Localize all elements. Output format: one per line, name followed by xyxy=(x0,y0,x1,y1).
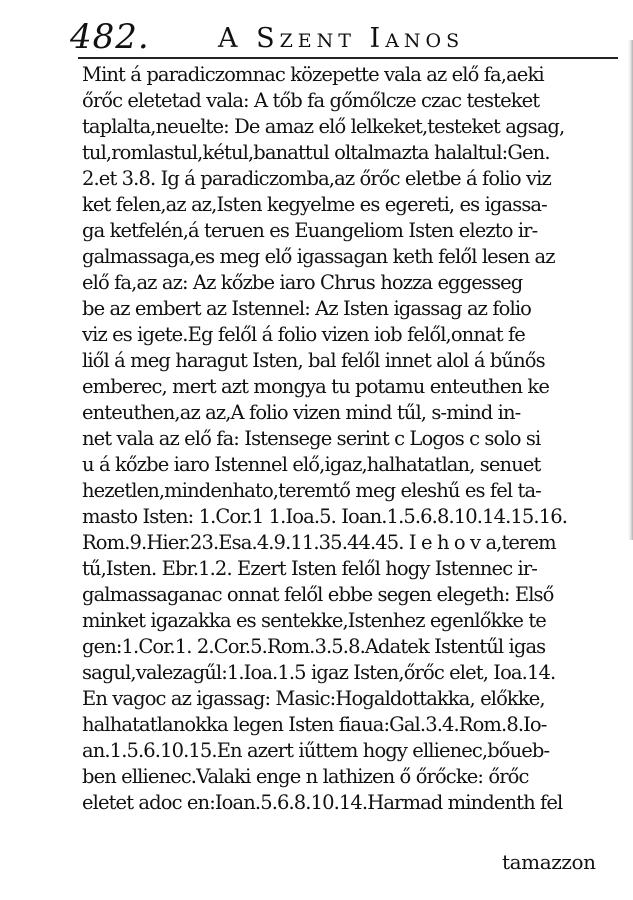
text-line: minket igazakka es sentekke,Istenhez egenlőkke te xyxy=(82,609,546,632)
text-line: Rom.9.Hier.23.Esa.4.9.11.35.44.45. I e h o v a,terem xyxy=(82,531,556,554)
text-line: viz es igete.Eg felől á folio vizen iob felől,onnat fe xyxy=(82,323,525,346)
text-line: tul,romlastul,kétul,banattul oltalmazta halaltul:Gen. xyxy=(82,141,550,164)
text-line: Mint á paradiczomnac közepette vala az elő fa,aeki xyxy=(82,63,544,86)
text-line: En vagoc az igassag: Masic:Hogaldottakka, előkke, xyxy=(82,687,545,710)
text-line: taplalta,neuelte: De amaz elő lelkeket,testeket agsag, xyxy=(82,115,565,138)
text-line: gen:1.Cor.1. 2.Cor.5.Rom.3.5.8.Adatek Istentűl igas xyxy=(82,635,546,658)
text-line: u á kőzbe iaro Istennel elő,igaz,halhatatlan, senuet xyxy=(82,453,541,476)
text-line: enteuthen,az az,A folio vizen mind tűl, s-mind in- xyxy=(82,401,521,424)
page-number: 482. xyxy=(70,17,150,57)
text-line: net vala az elő fa: Istensege serint c Logos c solo si xyxy=(82,427,541,450)
text-line: liől á meg haragut Isten, bal felől innet alol á bűnős xyxy=(82,349,545,372)
text-line: őrőc eletetad vala: A tőb fa gőmőlcze czac testeket xyxy=(82,89,540,112)
body-text xyxy=(82,62,627,816)
header-rule xyxy=(78,57,618,59)
text-line: ket felen,az az,Isten kegyelme es egereti, es igassa- xyxy=(82,193,547,216)
text-line: be az embert az Istennel: Az Isten igassag az folio xyxy=(82,297,532,320)
text-line: eletet adoc en:Ioan.5.6.8.10.14.Harmad mindenth fel xyxy=(82,791,563,814)
text-line: halhatatlanokka legen Isten fiaua:Gal.3.4.Rom.8.Io- xyxy=(82,713,547,736)
text-line: ben ellienec.Valaki enge n lathizen ő őrőcke: őrőc xyxy=(82,765,529,788)
text-line: elő fa,az az: Az kőzbe iaro Chrus hozza eggesseg xyxy=(82,271,523,294)
text-line: 2.et 3.8. Ig á paradiczomba,az őrőc eletbe á folio viz xyxy=(82,167,551,190)
text-line: sagul,valezagűl:1.Ioa.1.5 igaz Isten,őrőc elet, Ioa.14. xyxy=(82,661,556,684)
text-line: emberec, mert azt mongya tu potamu enteuthen ke xyxy=(82,375,549,398)
text-line: ga ketfelén,á teruen es Euangeliom Isten elezto ir- xyxy=(82,219,538,242)
text-line: galmassaga,es meg elő igassagan keth felől lesen az xyxy=(82,245,555,268)
text-line: tű,Isten. Ebr.1.2. Ezert Isten felől hogy Istennec ir- xyxy=(82,557,537,580)
text-line: galmassaganac onnat felől ebbe segen elegeth: Első xyxy=(82,583,554,606)
text-line: an.1.5.6.10.15.En azert iűttem hogy ellienec,bőueb- xyxy=(82,739,550,762)
running-head: A Szent Ianos xyxy=(218,23,465,54)
catchword: tamazzon xyxy=(502,850,596,874)
text-line: masto Isten: 1.Cor.1 1.Ioa.5. Ioan.1.5.6.8.10.14.15.16. xyxy=(82,505,568,528)
text-line: hezetlen,mindenhato,teremtő meg eleshű es fel ta- xyxy=(82,479,541,502)
page-edge-shadow xyxy=(628,40,633,540)
